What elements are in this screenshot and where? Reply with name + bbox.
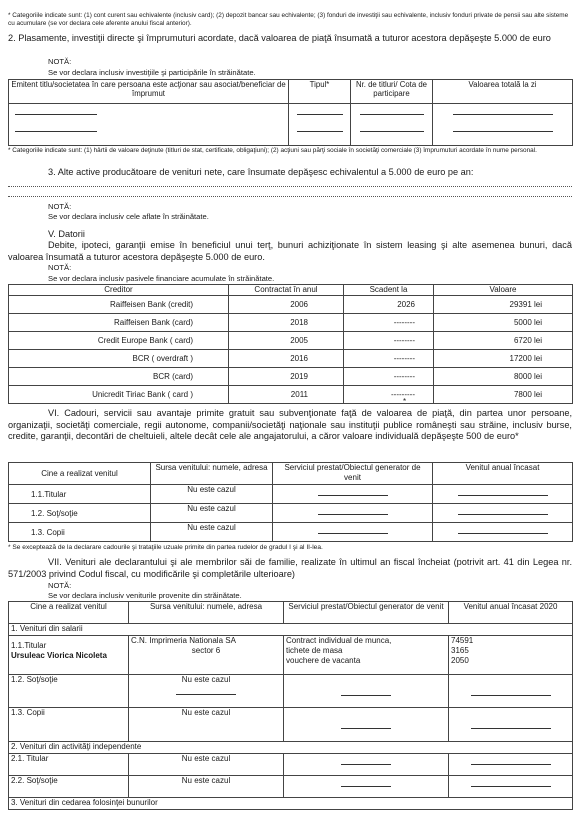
contracted-cell: 2011 [229,386,344,404]
value-cell: 5000 lei [434,314,573,332]
col-service: Serviciul prestat/Obiectul generator de venit [284,602,449,624]
table-row [9,636,573,675]
contracted-cell: 2006 [229,296,344,314]
section-3-title: 3. Alte active producătoare de venituri nete, care însumate depăşesc echivalentul a 5.000 de euro pe an: [48,167,474,177]
cell-value: Nu este cazul [151,523,273,542]
debts-table [8,284,573,404]
col-total-value: Valoarea totală la zi [433,80,573,104]
service-meal-tickets: tichete de masa [286,646,343,655]
table-row [9,386,573,404]
creditor-cell: BCR (card) [9,368,229,386]
table-row [9,368,573,386]
table-row [9,332,573,350]
amount-vouchers: 2050 [451,656,469,665]
titular-label: 1.1.Titular [11,641,47,650]
table-row [9,754,573,776]
table-row [9,485,573,504]
creditor-cell: Credit Europe Bank ( card) [9,332,229,350]
creditor-cell: Raiffeisen Bank (credit) [9,296,229,314]
debts-asterisk: * [403,397,407,406]
value-cell: 6720 lei [434,332,573,350]
col-service: Serviciul prestat/Obiectul generator de venit [273,463,433,485]
top-footnote: * Categoriile indicate sunt: (1) cont curent sau echivalente (inclusiv card); (2) depozit bancar sau echivalente; (3) fonduri de investiţii sau echivalente, inclusiv fonduri private de pensii sau alte sisteme cu acumulare (se vor declara cele aferente anului fiscal anterior). [8,12,569,27]
col-income: Venitul anual încasat [433,463,573,485]
due-cell: --------- [344,386,434,404]
row-label: 2.2. Soţ/soţie [9,776,129,798]
col-creditor: Creditor [9,285,229,296]
contracted-cell: 2016 [229,350,344,368]
due-cell: -------- [344,368,434,386]
due-cell: 2026 [344,296,434,314]
row-label: 1.1.Titular [9,485,151,504]
creditor-cell: BCR ( overdraft ) [9,350,229,368]
contracted-cell: 2019 [229,368,344,386]
source-name: C.N. Imprimeria Nationala SA [131,636,236,645]
table-row [9,314,573,332]
col-shares: Nr. de titluri/ Cota de participare [351,80,433,104]
service-vouchers: vouchere de vacanta [286,656,361,665]
section-2-title: 2. Plasamente, investiţii directe şi împrumuturi acordate, dacă valoarea de piaţă însumată a tuturor acestora depăşeşte 5.000 de euro [8,33,551,43]
titular-name: Ursuleac Viorica Nicoleta [11,651,107,660]
col-source: Sursa venitului: numele, adresa [129,602,284,624]
row-label: 1.3. Copii [9,708,129,742]
section-5-note: Se vor declara inclusiv pasivele financiare acumulate în străinătate. [48,274,275,283]
col-who: Cine a realizat venitul [9,463,151,485]
cell-value: Nu este cazul [151,485,273,504]
col-type: Tipul* [289,80,351,104]
row-label: 2.1. Titular [9,754,129,776]
income-independent-heading: 2. Venituri din activităţi independente [9,742,573,754]
section-2-footnote: * Categoriile indicate sunt: (1) hârtii de valoare deţinute (titluri de stat, certificate, obligaţiuni); (2) acţiuni sau părţi sociale în societăţi comerciale (3) împrumuturi acordate în nume personal. [8,147,537,154]
section-3-note: Se vor declara inclusiv cele aflate în străinătate. [48,212,209,221]
cell-value: Nu este cazul [181,754,231,763]
table-row [9,523,573,542]
table-row [9,504,573,523]
income-salaries-heading: 1. Venituri din salarii [9,624,573,636]
row-label: 1.2. Soţ/soţie [9,504,151,523]
creditor-cell: Unicredit Tiriac Bank ( card ) [9,386,229,404]
amount-salary: 74591 [451,636,474,645]
row-label: 1.3. Copii [9,523,151,542]
income-table [8,601,573,810]
due-cell: -------- [344,350,434,368]
value-cell: 29391 lei [434,296,573,314]
section-6-footnote: * Se exceptează de la declarare cadourile şi trataţiile uzuale primite din partea rudelor de gradul I şi al II-lea. [8,544,323,551]
income-rent-heading: 3. Venituri din cedarea folosinţei bunurilor [9,798,573,810]
col-who: Cine a realizat venitul [9,602,129,624]
table-row [9,296,573,314]
contracted-cell: 2005 [229,332,344,350]
amount-meal-tickets: 3165 [451,646,469,655]
section-7-nota: NOTĂ: [48,581,72,590]
section-2-nota: NOTĂ: [48,57,72,66]
section-7-note: Se vor declara inclusiv veniturile provenite din străinătate. [48,591,242,600]
investments-table [8,79,573,146]
creditor-cell: Raiffeisen Bank (card) [9,314,229,332]
cell-value: Nu este cazul [181,776,231,785]
cell-value: Nu este cazul [151,504,273,523]
col-contracted: Contractat în anul [229,285,344,296]
table-row [9,708,573,742]
value-cell: 8000 lei [434,368,573,386]
section-2-note: Se vor declara inclusiv investiţiile şi participările în străinătate. [48,68,256,77]
col-source: Sursa venitului: numele, adresa [151,463,273,485]
table-row [9,104,573,146]
section-6-text: VI. Cadouri, servicii sau avantaje primite gratuit sau subvenţionate faţă de valoarea de piaţă, din partea unor persoane, organizaţii, societăţi comerciale, regii autonome, companii/societăţi naţionale sau instituţii publice româneşti sau străine, inclusiv burse, credite, garanţii, decontări de cheltuieli, altele decât cele ale angajatorului, a căror valoare individuală depăşeşte 500 de euro* [8,408,572,442]
section-5-title: V. Datorii [48,229,85,239]
service-contract: Contract individual de munca, [286,636,392,645]
table-row [9,675,573,708]
col-issuer: Emitent titlu/societatea în care persoana este acţionar sau asociat/beneficiar de împrumut [9,80,289,104]
section-5-text: Debite, ipoteci, garanţii emise în beneficiul unui terţ, bunuri achiziţionate în sistem leasing şi alte asemenea bunuri, dacă valoarea însumată a tuturor acestora depăşeşte 5.000 de euro. [8,240,572,262]
gifts-table [8,462,573,542]
table-row [9,776,573,798]
section-3-nota: NOTĂ: [48,202,72,211]
col-value: Valoare [434,285,573,296]
section-5-nota: NOTĂ: [48,263,72,272]
contracted-cell: 2018 [229,314,344,332]
value-cell: 7800 lei [434,386,573,404]
source-location: sector 6 [191,646,221,655]
cell-value: Nu este cazul [181,675,231,684]
col-income-2020: Venitul anual încasat 2020 [449,602,573,624]
section-7-text: VII. Venituri ale declarantului şi ale membrilor săi de familie, realizate în ultimul an fiscal încheiat (potrivit art. 41 din Legea nr. 571/2003 privind Codul fiscal, cu modificările şi completările ulterioare) [8,557,572,579]
value-cell: 17200 lei [434,350,573,368]
row-label: 1.2. Soţ/soţie [9,675,129,708]
due-cell: -------- [344,332,434,350]
table-row [9,350,573,368]
cell-value: Nu este cazul [181,708,231,717]
col-due: Scadent la [344,285,434,296]
due-cell: -------- [344,314,434,332]
